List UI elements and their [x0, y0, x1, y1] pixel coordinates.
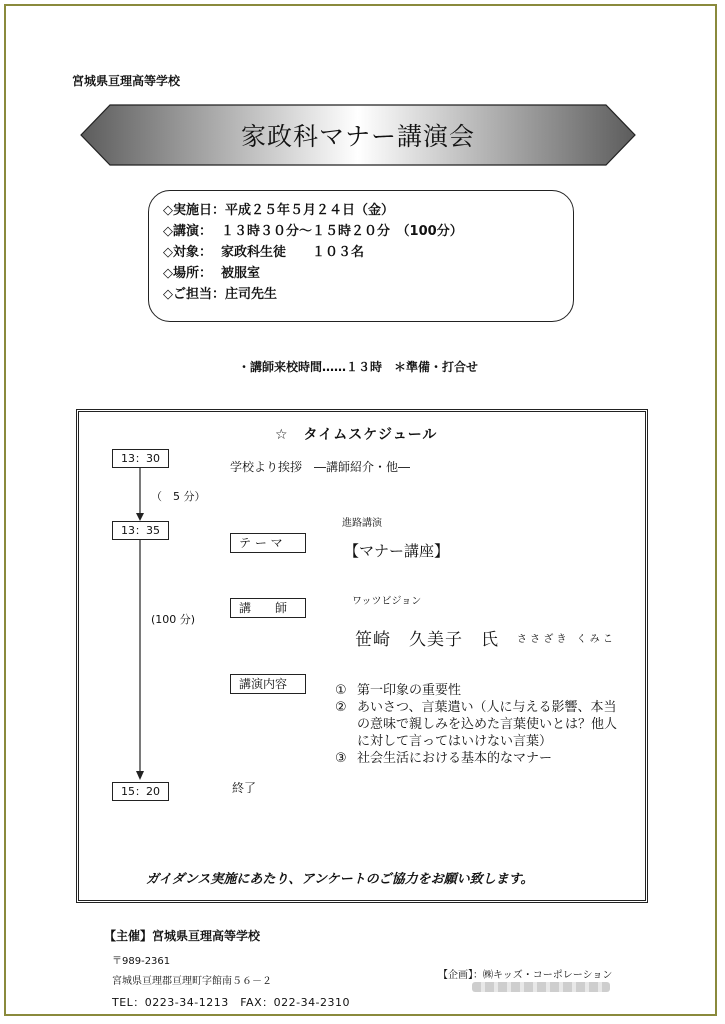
- schedule-title: ☆ タイムスケジュール: [275, 427, 438, 443]
- item-text: あいさつ、言葉遣い（人に与える影響、本当の意味で親しみを込めた言葉使いとは？他人に対して言ってはいけない言葉）: [357, 700, 618, 749]
- theme-label: テ ー マ: [230, 533, 306, 553]
- info-value: 被服室: [212, 266, 261, 281]
- list-item: [335, 682, 627, 699]
- redacted-contact: [472, 982, 610, 992]
- footer-zip: 〒989-2361: [112, 956, 171, 967]
- timeline-arrows: [130, 466, 150, 786]
- info-label: ◇実施日：: [163, 203, 225, 218]
- info-value: １３時３０分～１５時２０分 （100分）: [212, 224, 463, 239]
- info-label: ◇ご担当：: [163, 287, 225, 302]
- interval-long: (100 分): [151, 613, 196, 626]
- arrival-note: ・講師来校時間‥‥‥１３時 ＊準備・打合せ: [238, 360, 479, 374]
- list-item: [335, 750, 627, 767]
- info-row-lecture: [163, 221, 573, 242]
- survey-note: ガイダンス実施にあたり、アンケートのご協力をお願い致します。: [146, 872, 534, 887]
- list-item: [335, 699, 627, 750]
- time-box-start: 13：30: [112, 449, 169, 468]
- info-row-audience: [163, 242, 573, 263]
- greeting-text: 学校より挨拶 ―講師紹介・他―: [230, 460, 411, 474]
- item-text: 社会生活における基本的なマナー: [357, 751, 553, 766]
- content-label: 講演内容: [230, 674, 306, 694]
- item-text: 第一印象の重要性: [357, 683, 462, 698]
- info-label: ◇場所：: [163, 266, 212, 281]
- info-row-place: [163, 263, 573, 284]
- lecturer-name: 笹崎 久美子 氏: [355, 630, 499, 650]
- end-label: 終了: [232, 781, 257, 795]
- content-list: [335, 682, 627, 767]
- lecturer-company: ワッツビジョン: [352, 596, 422, 607]
- event-title: 家政科マナー講演会: [240, 122, 475, 151]
- item-number: ③: [335, 751, 347, 766]
- footer-address: 宮城県亘理郡亘理町字館南５６－２: [112, 976, 272, 987]
- lecturer-label: 講 師: [230, 598, 306, 618]
- time-box-theme: 13：35: [112, 521, 169, 540]
- schedule-frame: [76, 409, 648, 903]
- info-value: 平成２５年５月２４日（金）: [225, 203, 395, 218]
- theme-subtitle: 進路講演: [342, 518, 382, 529]
- info-label: ◇対象：: [163, 245, 212, 260]
- theme-title: 【マナー講座】: [344, 542, 450, 560]
- title-banner: [80, 104, 636, 166]
- info-value: 庄司先生: [225, 287, 278, 302]
- time-box-end: 15：20: [112, 782, 169, 801]
- footer-tel: TEL：0223-34-1213 FAX：022-34-2310: [112, 996, 351, 1009]
- info-row-contact: [163, 284, 573, 305]
- footer-host: 【主催】宮城県亘理高等学校: [104, 929, 261, 943]
- event-info-box: [148, 190, 574, 322]
- info-row-date: [163, 200, 573, 221]
- lecturer-reading: さ さ ざ き く み こ: [517, 634, 613, 645]
- info-label: ◇講演：: [163, 224, 212, 239]
- item-number: ①: [335, 683, 347, 698]
- info-value: 家政科生徒 １０３名: [212, 245, 365, 260]
- footer-planner: 【企画】：㈱キッズ・コーポレーション: [438, 970, 613, 981]
- school-header: 宮城県亘理高等学校: [72, 74, 181, 88]
- interval-short: （ 5 分）: [151, 490, 206, 503]
- item-number: ②: [335, 700, 347, 715]
